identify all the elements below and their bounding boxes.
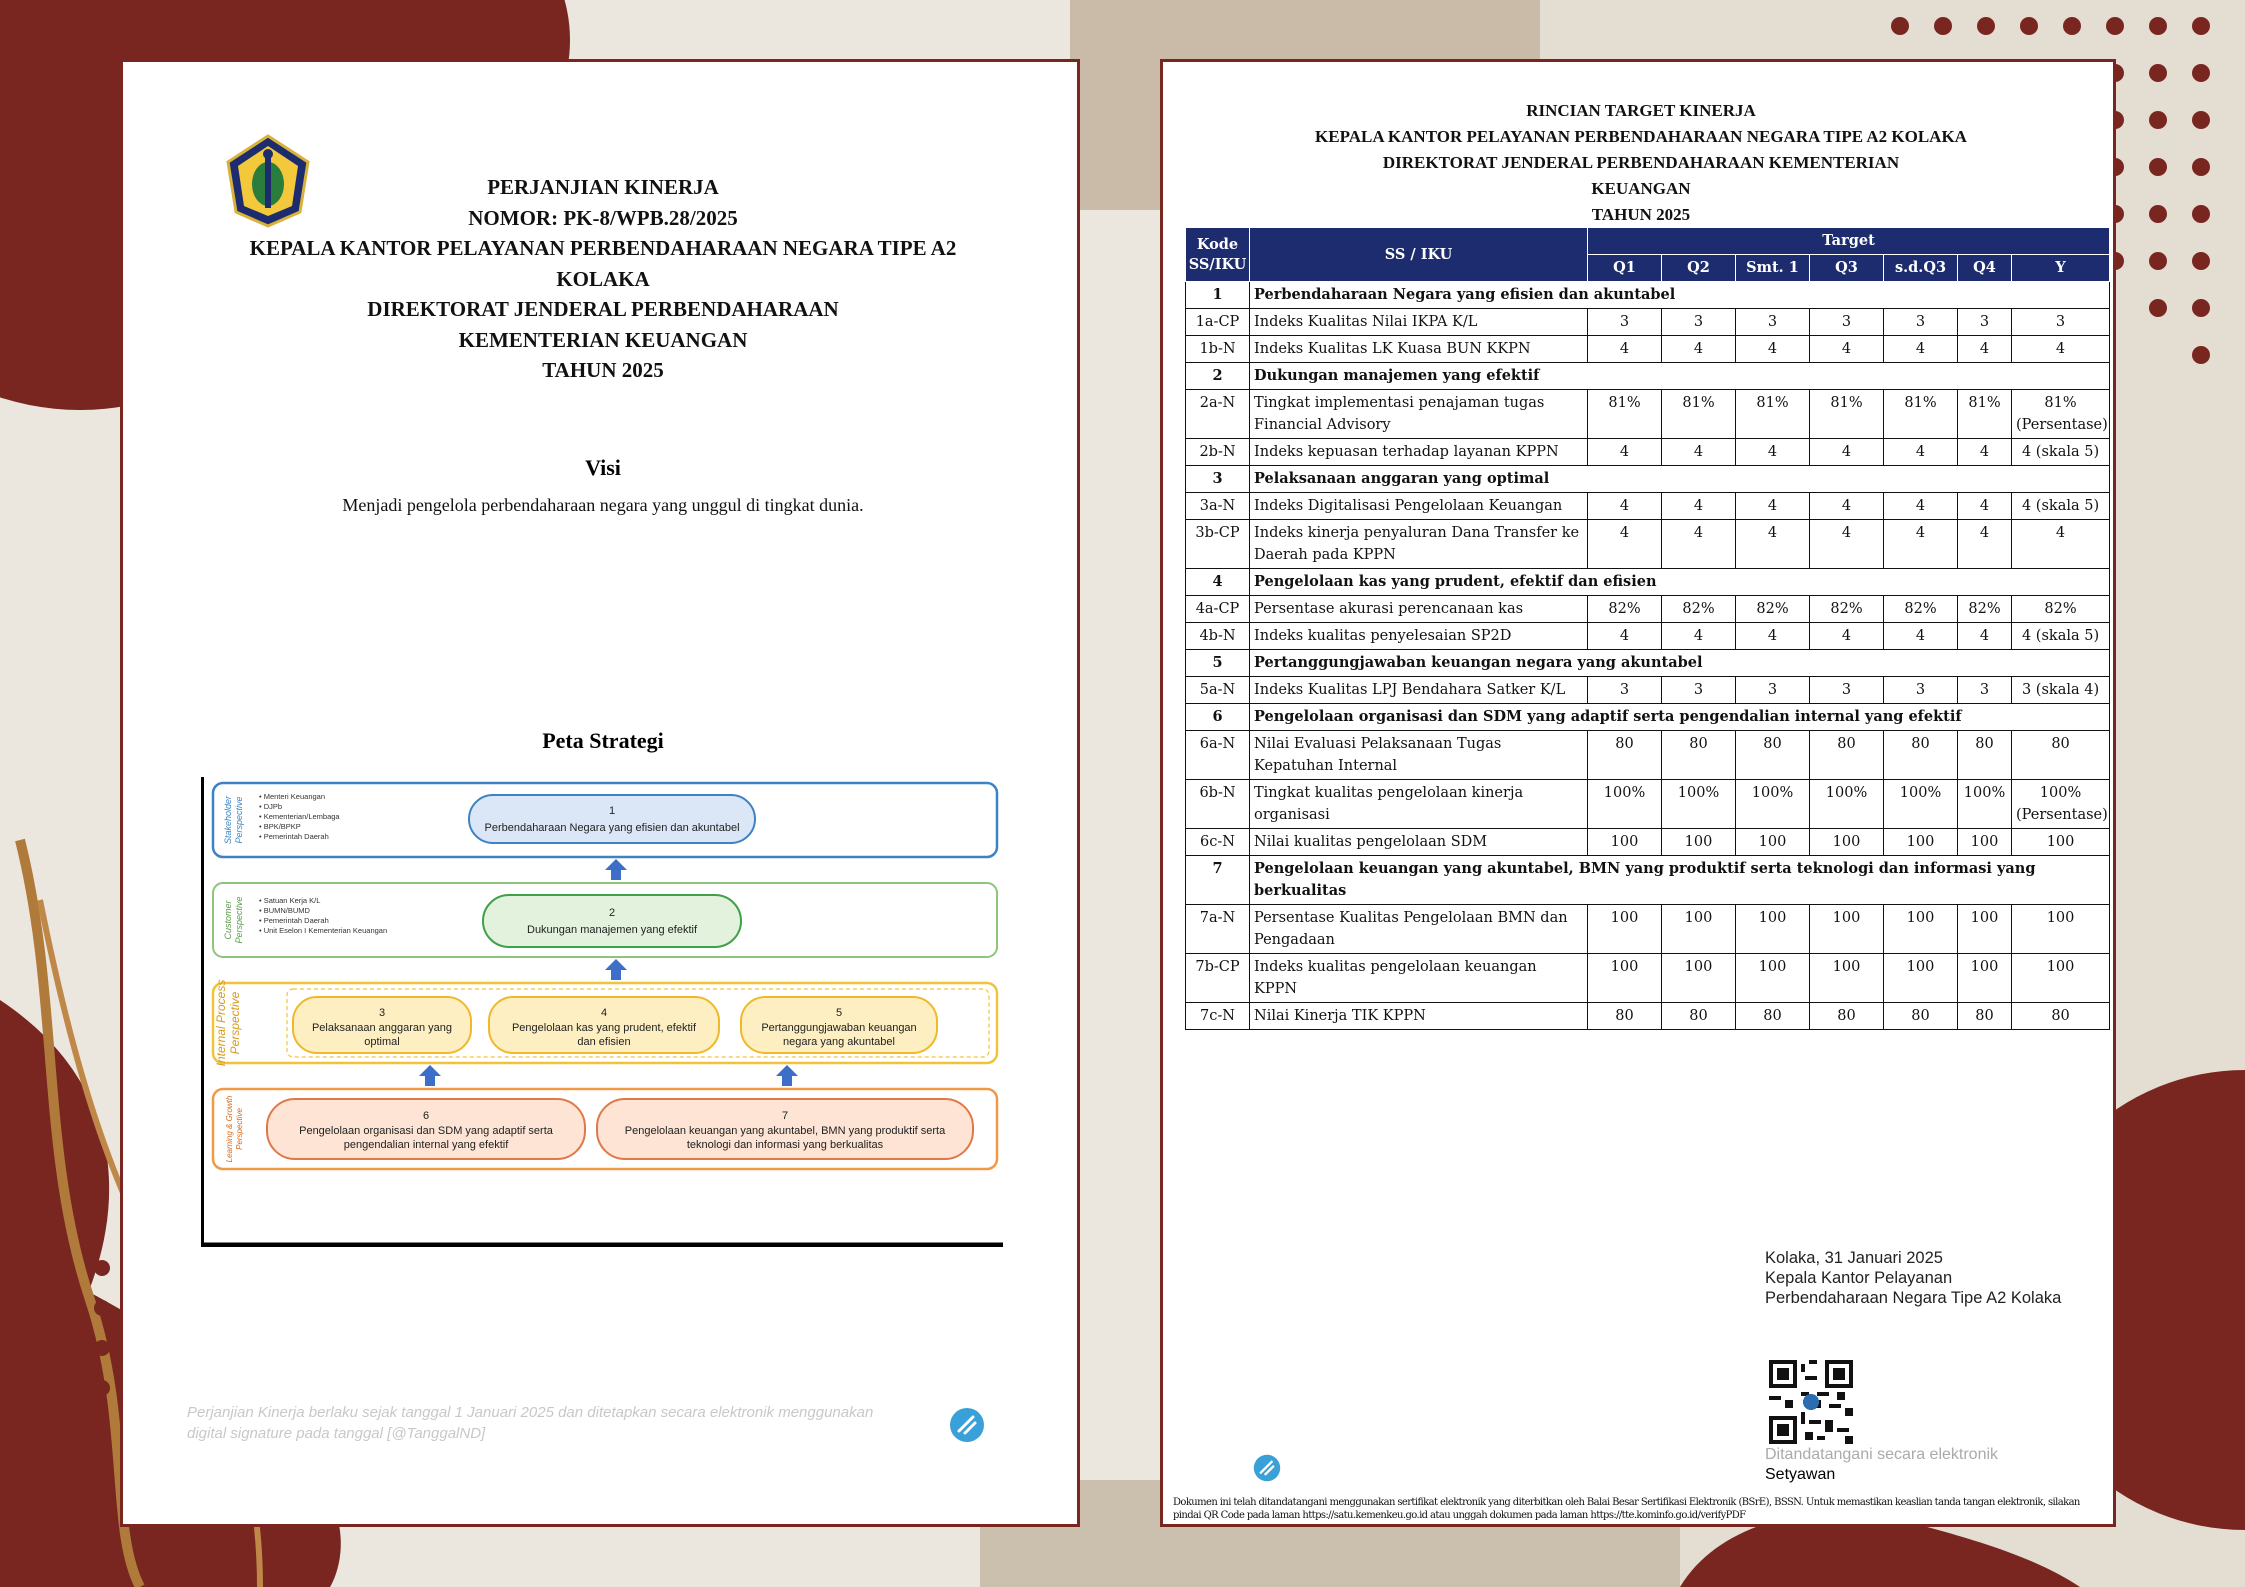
col-header-period: s.d.Q3 (1884, 255, 1958, 282)
signer-title: Perbendaharaan Negara Tipe A2 Kolaka (1765, 1289, 2062, 1307)
header-line: RINCIAN TARGET KINERJA (1526, 101, 1756, 120)
header-line: NOMOR: PK-8/WPB.28/2025 (468, 205, 738, 230)
header-line: TAHUN 2025 (1591, 205, 1691, 224)
target-value: 100 (2012, 905, 2110, 954)
target-value: 100 (1588, 954, 1662, 1003)
section-row (1186, 856, 2110, 905)
target-value: 81% (Persentase) (2012, 390, 2110, 439)
target-value: 100 (1736, 829, 1810, 856)
strategy-map (201, 777, 1003, 1247)
row-name: Persentase akurasi perencanaan kas (1250, 596, 1588, 623)
row-code: 7c-N (1186, 1003, 1250, 1030)
target-value: 100% (1736, 780, 1810, 829)
target-value: 81% (1810, 390, 1884, 439)
row-name: Indeks Kualitas LK Kuasa BUN KKPN (1250, 336, 1588, 363)
header-line: KEPALA KANTOR PELAYANAN PERBENDAHARAAN NEGARA TIPE A2 (249, 236, 957, 260)
target-value: 3 (1884, 309, 1958, 336)
row-code: 4 (1186, 569, 1250, 596)
table-row (1186, 623, 2110, 650)
signer-title: Kepala Kantor Pelayanan (1765, 1269, 1953, 1287)
row-code: 3b-CP (1186, 520, 1250, 569)
target-table (1185, 227, 2110, 1030)
target-value: 4 (1588, 520, 1662, 569)
e-sign-badge-icon (949, 1407, 985, 1443)
target-value: 3 (2012, 309, 2110, 336)
row-code: 3 (1186, 466, 1250, 493)
target-value: 81% (1884, 390, 1958, 439)
target-value: 100 (2012, 829, 2110, 856)
target-value: 4 (1736, 623, 1810, 650)
row-code: 5 (1186, 650, 1250, 677)
section-row (1186, 466, 2110, 493)
perspective-label: Learning & GrowthPerspective (225, 1095, 244, 1163)
target-value: 100% (1958, 780, 2012, 829)
target-value: 4 (1884, 623, 1958, 650)
row-code: 1a-CP (1186, 309, 1250, 336)
target-value: 100 (1884, 954, 1958, 1003)
target-value: 4 (1958, 493, 2012, 520)
target-value: 100 (1958, 954, 2012, 1003)
target-value: 81% (1662, 390, 1736, 439)
section-row (1186, 363, 2110, 390)
target-value: 80 (1736, 731, 1810, 780)
target-value: 4 (1810, 336, 1884, 363)
target-value: 82% (1958, 596, 2012, 623)
target-header (1163, 98, 2119, 228)
target-value: 81% (1958, 390, 2012, 439)
col-header-code: Kode SS/IKU (1186, 228, 1250, 282)
esign-text: Ditandatangani secara elektronik (1765, 1446, 1999, 1463)
row-name: Indeks kualitas penyelesaian SP2D (1250, 623, 1588, 650)
row-name: Indeks kinerja penyaluran Dana Transfer ke Daerah pada KPPN (1250, 520, 1588, 569)
col-header-period: Q3 (1810, 255, 1884, 282)
table-row (1186, 1003, 2110, 1030)
header-line: KEUANGAN (1591, 179, 1691, 198)
col-header-period: Smt. 1 (1736, 255, 1810, 282)
e-sign-badge-icon (1253, 1454, 1281, 1482)
target-value: 4 (skala 5) (2012, 439, 2110, 466)
row-name: Pengelolaan organisasi dan SDM yang adaptif serta pengendalian internal yang efektif (1250, 704, 2110, 731)
row-name: Tingkat implementasi penajaman tugas Financial Advisory (1250, 390, 1588, 439)
agreement-header (123, 172, 1083, 386)
target-value: 80 (1588, 731, 1662, 780)
target-value: 4 (1810, 493, 1884, 520)
target-value: 4 (1884, 439, 1958, 466)
signer-name: Setyawan (1765, 1466, 1836, 1483)
target-value: 100 (1810, 829, 1884, 856)
target-value: 80 (1810, 731, 1884, 780)
row-code: 6c-N (1186, 829, 1250, 856)
target-value: 80 (1662, 1003, 1736, 1030)
target-value: 4 (2012, 520, 2110, 569)
header-line: KEPALA KANTOR PELAYANAN PERBENDAHARAAN NEGARA TIPE A2 KOLAKA (1315, 127, 1967, 146)
target-value: 100 (1662, 905, 1736, 954)
row-name: Pelaksanaan anggaran yang optimal (1250, 466, 2110, 493)
target-value: 4 (1958, 336, 2012, 363)
target-value: 4 (1736, 439, 1810, 466)
svg-text:7Pengelolaan keuangan yang aku: 7 Pengelolaan keuangan yang akuntabel, BMN yang produktif serta teknologi dan informasi yang berkualitas (624, 1110, 946, 1151)
col-header-period: Q4 (1958, 255, 2012, 282)
target-value: 3 (1810, 309, 1884, 336)
footer-line: digital signature pada tanggal [@TanggalND] (187, 1425, 486, 1442)
target-value: 80 (1884, 731, 1958, 780)
target-value: 80 (1958, 731, 2012, 780)
row-name: Pengelolaan keuangan yang akuntabel, BMN yang produktif serta teknologi dan informasi yang berkualitas (1250, 856, 2110, 905)
target-value: 3 (1662, 677, 1736, 704)
row-name: Nilai Evaluasi Pelaksanaan Tugas Kepatuhan Internal (1250, 731, 1588, 780)
svg-text:1Perbendaharaan Negara yang ef: 1 Perbendaharaan Negara yang efisien dan akuntabel (484, 805, 740, 834)
svg-text:• Pemerintah Daerah: • Pemerintah Daerah (259, 832, 329, 841)
header-line: DIREKTORAT JENDERAL PERBENDAHARAAN (367, 297, 839, 321)
row-code: 2 (1186, 363, 1250, 390)
row-code: 6a-N (1186, 731, 1250, 780)
target-value: 3 (1958, 677, 2012, 704)
visi-text: Menjadi pengelola perbendaharaan negara yang unggul di tingkat dunia. (342, 495, 864, 515)
row-code: 5a-N (1186, 677, 1250, 704)
target-value: 3 (1810, 677, 1884, 704)
target-value: 100 (1588, 905, 1662, 954)
target-value: 3 (1588, 309, 1662, 336)
row-code: 7b-CP (1186, 954, 1250, 1003)
qr-code-icon[interactable] (1769, 1360, 1853, 1444)
row-code: 2b-N (1186, 439, 1250, 466)
footer-line: Perjanjian Kinerja berlaku sejak tanggal 1 Januari 2025 dan ditetapkan secara elektronik menggunakan (187, 1404, 874, 1421)
header-line: DIREKTORAT JENDERAL PERBENDAHARAAN KEMENTERIAN (1382, 153, 1900, 172)
e-signature-note (1765, 1445, 1998, 1485)
row-name: Indeks Kualitas LPJ Bendahara Satker K/L (1250, 677, 1588, 704)
target-value: 4 (1662, 623, 1736, 650)
goal-1 (469, 795, 755, 843)
agreement-footer-note (187, 1402, 907, 1444)
target-value: 100 (2012, 954, 2110, 1003)
table-row (1186, 954, 2110, 1003)
row-name: Nilai Kinerja TIK KPPN (1250, 1003, 1588, 1030)
row-code: 1b-N (1186, 336, 1250, 363)
target-value: 3 (1588, 677, 1662, 704)
target-value: 81% (1588, 390, 1662, 439)
row-code: 3a-N (1186, 493, 1250, 520)
row-code: 6 (1186, 704, 1250, 731)
row-name: Indeks Kualitas Nilai IKPA K/L (1250, 309, 1588, 336)
svg-text:• Unit Eselon I Kementerian Ke: • Unit Eselon I Kementerian Keuangan (259, 926, 388, 935)
target-value: 4 (1884, 493, 1958, 520)
row-name: Indeks kepuasan terhadap layanan KPPN (1250, 439, 1588, 466)
row-name: Dukungan manajemen yang efektif (1250, 363, 2110, 390)
row-name: Indeks kualitas pengelolaan keuangan KPPN (1250, 954, 1588, 1003)
target-value: 4 (1662, 493, 1736, 520)
target-value: 4 (1884, 336, 1958, 363)
target-value: 4 (1810, 623, 1884, 650)
target-value: 100 (1958, 829, 2012, 856)
target-value: 82% (1662, 596, 1736, 623)
header-line: KOLAKA (556, 266, 650, 291)
target-value: 100% (1810, 780, 1884, 829)
target-value: 80 (1736, 1003, 1810, 1030)
svg-text:• DJPb: • DJPb (259, 802, 283, 811)
target-value: 3 (1736, 677, 1810, 704)
target-value: 3 (skala 4) (2012, 677, 2110, 704)
target-value: 100% (Persentase) (2012, 780, 2110, 829)
row-name: Perbendaharaan Negara yang efisien dan akuntabel (1250, 282, 2110, 309)
row-name: Pertanggungjawaban keuangan negara yang akuntabel (1250, 650, 2110, 677)
col-header-name: SS / IKU (1250, 228, 1588, 282)
target-value: 4 (1884, 520, 1958, 569)
table-row (1186, 731, 2110, 780)
section-row (1186, 704, 2110, 731)
strategy-map-heading: Peta Strategi (542, 728, 664, 753)
perspective-label: Internal ProcessPerspective (214, 979, 242, 1067)
target-value: 81% (1736, 390, 1810, 439)
svg-text:• Menteri Keuangan: • Menteri Keuangan (259, 792, 326, 801)
target-value: 100 (1662, 829, 1736, 856)
row-code: 2a-N (1186, 390, 1250, 439)
visi-heading: Visi (585, 455, 621, 480)
target-value: 4 (1588, 439, 1662, 466)
target-value: 100% (1662, 780, 1736, 829)
row-code: 7 (1186, 856, 1250, 905)
target-value: 4 (1736, 336, 1810, 363)
table-row (1186, 780, 2110, 829)
target-value: 80 (1588, 1003, 1662, 1030)
row-code: 4a-CP (1186, 596, 1250, 623)
perspective-label: CustomerPerspective (223, 896, 244, 944)
target-value: 100 (1810, 905, 1884, 954)
svg-text:3Pelaksanaan anggaran yangopti: 3 Pelaksanaan anggaran yang optimal (311, 1007, 453, 1048)
row-code: 4b-N (1186, 623, 1250, 650)
target-value: 3 (1884, 677, 1958, 704)
target-value: 100 (1588, 829, 1662, 856)
row-name: Indeks Digitalisasi Pengelolaan Keuangan (1250, 493, 1588, 520)
row-code: 7a-N (1186, 905, 1250, 954)
target-value: 3 (1662, 309, 1736, 336)
col-header-target: Target (1588, 228, 2110, 255)
row-name: Nilai kualitas pengelolaan SDM (1250, 829, 1588, 856)
target-value: 80 (2012, 1003, 2110, 1030)
col-header-period: Q1 (1588, 255, 1662, 282)
target-value: 80 (2012, 731, 2110, 780)
target-value: 4 (1810, 439, 1884, 466)
target-value: 4 (1736, 493, 1810, 520)
target-value: 4 (1588, 623, 1662, 650)
table-row (1186, 905, 2110, 954)
target-value: 4 (1958, 623, 2012, 650)
table-row (1186, 439, 2110, 466)
target-value: 82% (1736, 596, 1810, 623)
signature-block (1765, 1248, 2061, 1308)
row-name: Tingkat kualitas pengelolaan kinerja organisasi (1250, 780, 1588, 829)
svg-text:• Pemerintah Daerah: • Pemerintah Daerah (259, 916, 329, 925)
target-value: 4 (1736, 520, 1810, 569)
table-row (1186, 829, 2110, 856)
target-value: 100 (1884, 829, 1958, 856)
target-value: 82% (1810, 596, 1884, 623)
performance-agreement-page (120, 59, 1080, 1527)
perspective-label: StakeholderPerspective (223, 795, 244, 845)
target-value: 100 (1662, 954, 1736, 1003)
section-row (1186, 650, 2110, 677)
disclaimer-text: Dokumen ini telah ditandatangani menggunakan sertifikat elektronik yang diterbitkan oleh Balai Besar Sertifikasi Elektronik (BSrE), BSSN. Untuk memastikan keaslian tanda tangan elektronik, silakan pindai QR Code pada laman https://satu.kemenkeu.go.id atau unggah dokumen pada laman https://tte.kominfo.go.id/verifyPDF (1173, 1497, 2080, 1521)
target-value: 100 (1736, 954, 1810, 1003)
header-line: PERJANJIAN KINERJA (487, 175, 719, 199)
table-row (1186, 493, 2110, 520)
col-header-period: Y (2012, 255, 2110, 282)
target-value: 4 (1958, 520, 2012, 569)
target-value: 100 (1736, 905, 1810, 954)
place-date: Kolaka, 31 Januari 2025 (1765, 1249, 1943, 1267)
target-value: 4 (1588, 336, 1662, 363)
target-value: 82% (1884, 596, 1958, 623)
table-row (1186, 520, 2110, 569)
col-header-period: Q2 (1662, 255, 1736, 282)
target-value: 4 (skala 5) (2012, 493, 2110, 520)
svg-text:4Pengelolaan kas yang prudent,: 4 Pengelolaan kas yang prudent, efektif dan efisien (511, 1007, 697, 1048)
target-value: 4 (1810, 520, 1884, 569)
target-value: 80 (1662, 731, 1736, 780)
target-value: 4 (1588, 493, 1662, 520)
svg-text:5Pertanggungjawaban keuanganne: 5 Pertanggungjawaban keuangan negara yang akuntabel (761, 1007, 917, 1048)
target-value: 4 (1958, 439, 2012, 466)
svg-text:• BPK/BPKP: • BPK/BPKP (259, 822, 301, 831)
target-value: 82% (1588, 596, 1662, 623)
table-row (1186, 309, 2110, 336)
section-row (1186, 569, 2110, 596)
header-line: TAHUN 2025 (542, 358, 664, 382)
svg-text:• Satuan Kerja K/L: • Satuan Kerja K/L (259, 896, 321, 905)
svg-text:6Pengelolaan organisasi dan SD: 6 Pengelolaan organisasi dan SDM yang adaptif serta pengendalian internal yang efektif (299, 1110, 553, 1151)
target-value: 4 (2012, 336, 2110, 363)
target-value: 100 (1810, 954, 1884, 1003)
section-row (1186, 282, 2110, 309)
header-line: KEMENTERIAN KEUANGAN (458, 327, 748, 352)
target-value: 80 (1958, 1003, 2012, 1030)
table-row (1186, 677, 2110, 704)
table-row (1186, 336, 2110, 363)
svg-text:2Dukungan manajemen yang efekt: 2 Dukungan manajemen yang efektif (527, 907, 697, 936)
table-row (1186, 390, 2110, 439)
target-value: 4 (skala 5) (2012, 623, 2110, 650)
target-value: 100 (1958, 905, 2012, 954)
target-value: 4 (1662, 520, 1736, 569)
goal-2 (483, 895, 741, 947)
target-value: 80 (1884, 1003, 1958, 1030)
target-value: 3 (1736, 309, 1810, 336)
target-value: 100% (1588, 780, 1662, 829)
target-value: 4 (1662, 336, 1736, 363)
target-details-page (1160, 59, 2116, 1527)
svg-text:• Kementerian/Lembaga: • Kementerian/Lembaga (259, 812, 340, 821)
target-value: 100% (1884, 780, 1958, 829)
target-value: 4 (1662, 439, 1736, 466)
target-value: 82% (2012, 596, 2110, 623)
table-row (1186, 596, 2110, 623)
row-name: Persentase Kualitas Pengelolaan BMN dan Pengadaan (1250, 905, 1588, 954)
target-value: 80 (1810, 1003, 1884, 1030)
svg-text:• BUMN/BUMD: • BUMN/BUMD (259, 906, 310, 915)
target-value: 3 (1958, 309, 2012, 336)
row-code: 6b-N (1186, 780, 1250, 829)
target-value: 100 (1884, 905, 1958, 954)
row-code: 1 (1186, 282, 1250, 309)
row-name: Pengelolaan kas yang prudent, efektif dan efisien (1250, 569, 2110, 596)
